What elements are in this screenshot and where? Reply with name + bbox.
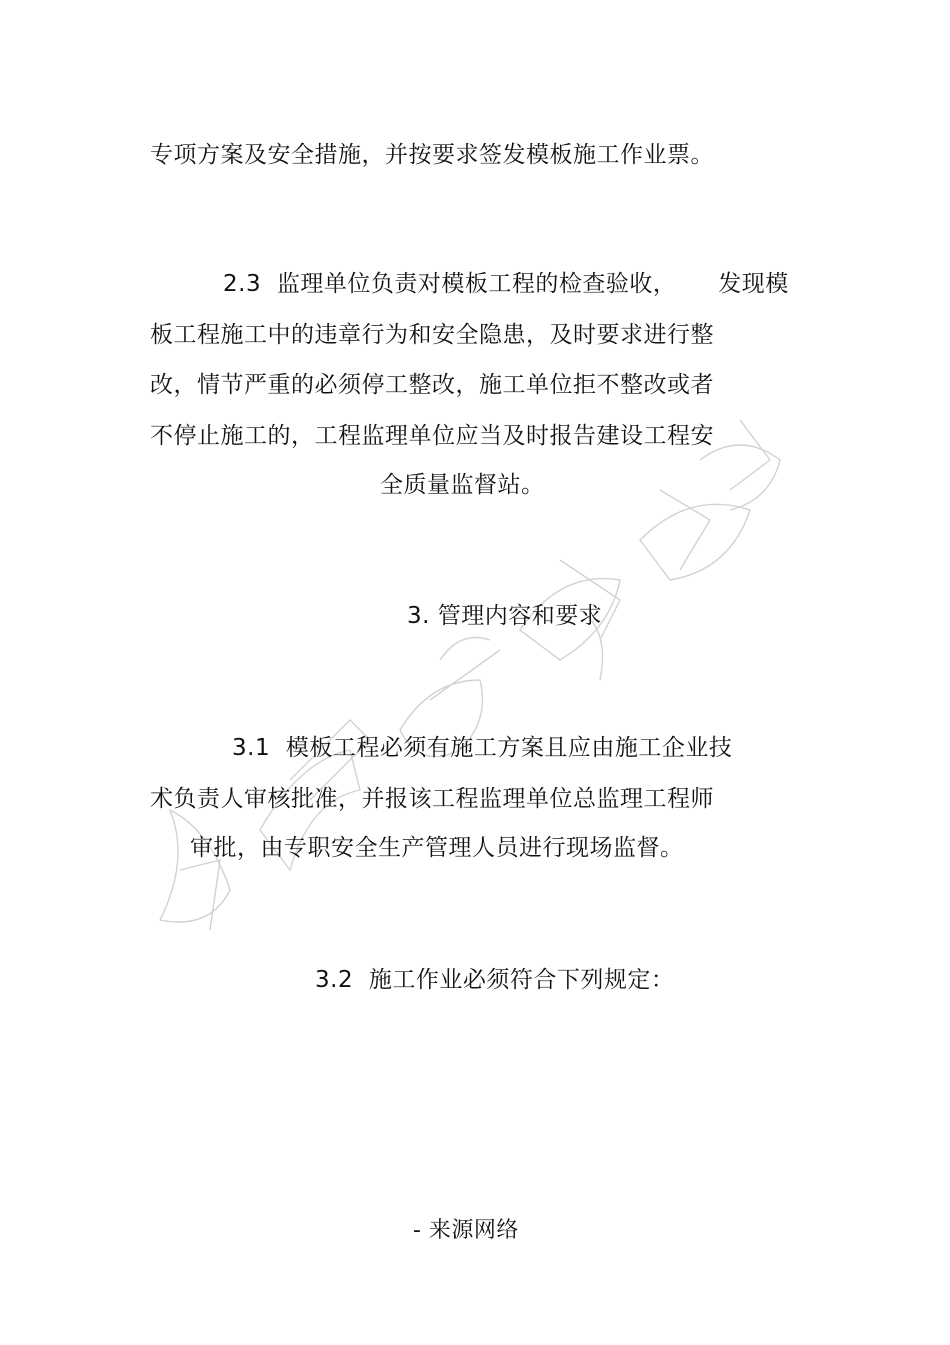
clause-number: 3.1 (232, 735, 271, 761)
footer-source: - 来源网络 (413, 1218, 519, 1243)
clause-3-1-line-3: 审批，由专职安全生产管理人员进行现场监督。 (190, 835, 684, 861)
clause-2-3-line-2: 板工程施工中的违章行为和安全隐患，及时要求进行整 (150, 322, 714, 348)
clause-3-1-line-1 (232, 733, 732, 763)
clause-text: 监理单位负责对模板工程的检查验收， (276, 271, 677, 297)
clause-text: 施工作业必须符合下列规定： (368, 967, 675, 993)
clause-number: 3.2 (315, 967, 354, 993)
clause-3-2-line (315, 965, 674, 995)
clause-text-tail: 发现模 (718, 271, 789, 297)
intro-line-1: 专项方案及安全措施，并按要求签发模板施工作业票。 (150, 142, 714, 168)
clause-2-3-line-5: 全质量监督站。 (380, 472, 545, 498)
clause-2-3-line-4: 不停止施工的，工程监理单位应当及时报告建设工程安 (150, 423, 714, 449)
clause-text: 模板工程必须有施工方案且应由施工企业技 (285, 735, 733, 761)
clause-2-3-line-1 (223, 269, 789, 299)
clause-2-3-line-3: 改，情节严重的必须停工整改，施工单位拒不整改或者 (150, 372, 714, 398)
section-3-heading: 3. 管理内容和要求 (407, 603, 603, 629)
clause-number: 2.3 (223, 271, 262, 297)
clause-3-1-line-2: 术负责人审核批准，并报该工程监理单位总监理工程师 (150, 786, 714, 812)
